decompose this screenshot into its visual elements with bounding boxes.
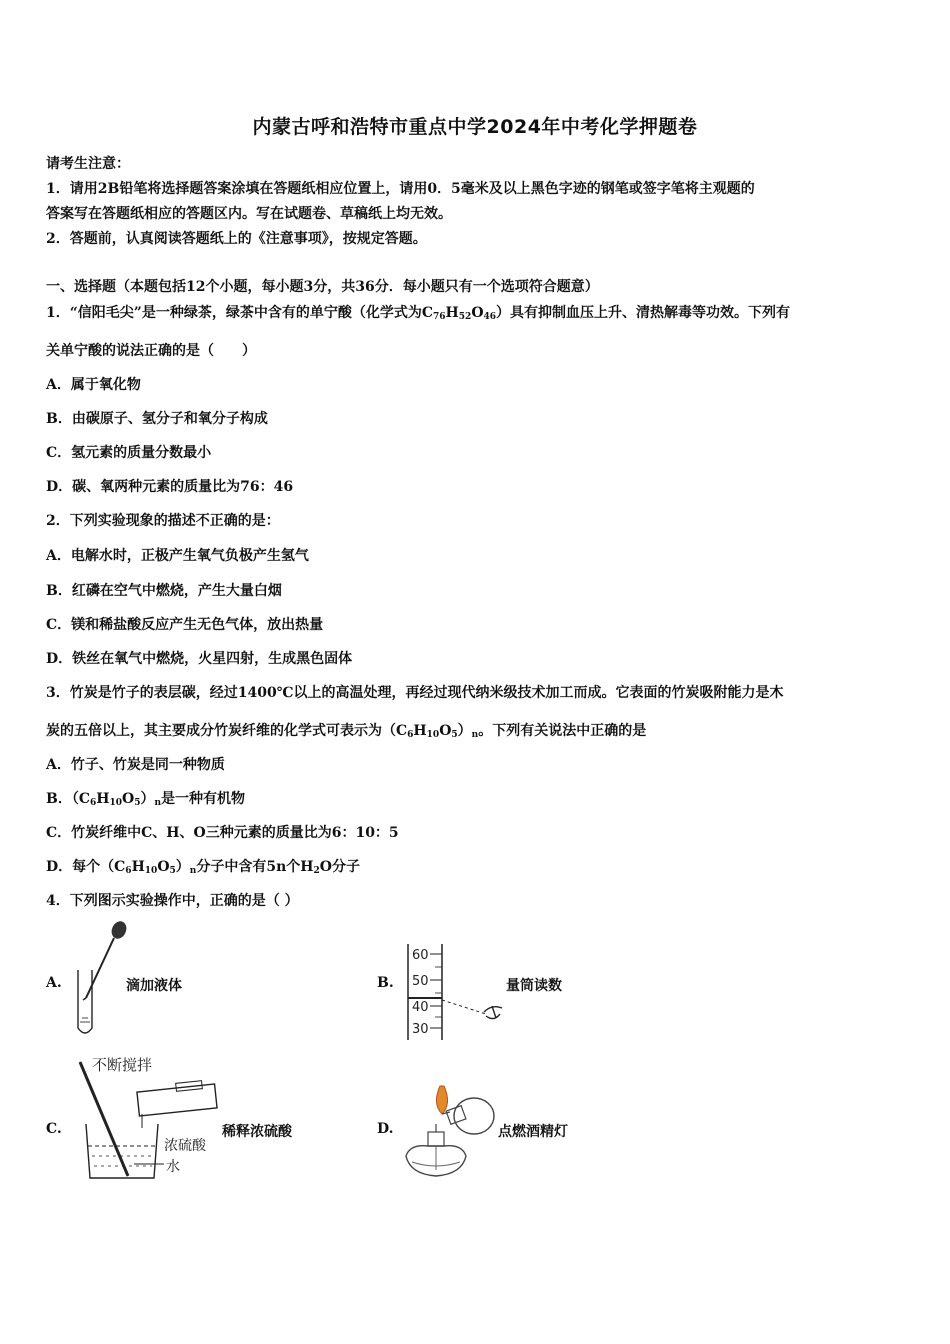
page-title: 内蒙古呼和浩特市重点中学2024年中考化学押题卷 — [252, 116, 698, 138]
q4-option-a-label: 滴加液体 — [126, 978, 182, 994]
dropper-bulb — [109, 920, 129, 941]
q4-option-d-label: 点燃酒精灯 — [498, 1124, 568, 1140]
q3d-sub-6: 6 — [125, 866, 132, 876]
q3d-a: D．每个（C — [46, 859, 126, 875]
section-heading: 一、选择题（本题包括12个小题，每小题3分，共36分．每小题只有一个选项符合题意） — [46, 279, 599, 295]
acid-bottle — [137, 1084, 217, 1116]
q4-option-b-label: 量筒读数 — [506, 978, 562, 994]
q4-option-c-label: 稀释浓硫酸 — [222, 1124, 292, 1140]
question-2-stem: 2．下列实验现象的描述不正确的是： — [46, 513, 280, 529]
q3-option-d — [46, 856, 360, 876]
tick-label-40: 40 — [412, 1000, 429, 1015]
q3b-sub-n: n — [154, 798, 162, 808]
q3-h: H — [413, 723, 427, 739]
q3d-sub-2: 2 — [313, 866, 320, 876]
eye-icon — [484, 1006, 502, 1019]
q3-sub-5: 5 — [451, 730, 458, 740]
q3-sub-10: 10 — [426, 730, 440, 740]
water-label: 水 — [166, 1159, 180, 1175]
q3b-sub-5: 5 — [134, 798, 141, 808]
q1-formula: $C_{76}H_{52}O_{46}$ — [421, 305, 497, 322]
flame-icon — [436, 1086, 447, 1114]
q3d-d: O分子 — [319, 859, 360, 875]
q3d-h: H — [131, 859, 145, 875]
test-tube — [78, 970, 92, 1033]
q3d-b: ） — [175, 859, 190, 875]
q3b-o: O — [122, 791, 135, 807]
q3-stem-a: 炭的五倍以上，其主要成分竹炭纤维的化学式可表示为（C — [46, 723, 408, 739]
q2-option-c: C．镁和稀盐酸反应产生无色气体，放出热量 — [46, 617, 324, 633]
dropper-glass — [86, 938, 114, 998]
q1-option-c: C．氢元素的质量分数最小 — [46, 445, 212, 461]
q3-stem-c: 。下列有关说法中正确的是 — [478, 723, 647, 739]
q2-option-b: B．红磷在空气中燃烧，产生大量白烟 — [46, 583, 282, 599]
dilute-figure — [72, 1052, 232, 1184]
q4-option-d-letter: D. — [377, 1121, 394, 1137]
notice-heading: 请考生注意： — [46, 156, 130, 172]
q3-sub-n: n — [471, 730, 479, 740]
question-3-stem-line2 — [46, 720, 646, 740]
q3-o: O — [439, 723, 452, 739]
question-4-stem: 4．下列图示实验操作中，正确的是（ ） — [46, 893, 299, 909]
lamp-neck — [428, 1132, 444, 1146]
q3d-sub-5: 5 — [169, 866, 176, 876]
q1-option-d: D．碳、氧两种元素的质量比为76：46 — [46, 479, 294, 495]
alcohol-lamp-figure — [402, 1074, 502, 1184]
sight-line — [442, 1000, 486, 1014]
stir-label: 不断搅拌 — [92, 1056, 153, 1074]
q3b-sub-6: 6 — [89, 798, 97, 808]
notice-line-1: 1．请用2B铅笔将选择题答案涂填在答题纸相应位置上，请用0．5毫米及以上黑色字迹的钢笔或签字笔将主观题的 — [46, 181, 755, 197]
q3-option-a: A．竹子、竹炭是同一种物质 — [46, 757, 225, 773]
beaker — [86, 1124, 158, 1178]
q1-stem-b: ）具有抑制血压上升、清热解毒等功效。下列有 — [496, 305, 791, 321]
q2-option-d: D．铁丝在氧气中燃烧，火星四射，生成黑色固体 — [46, 651, 353, 667]
q4-option-c-letter: C. — [46, 1121, 62, 1137]
question-1-stem — [46, 302, 790, 322]
q1-option-b: B．由碳原子、氢分子和氧分子构成 — [46, 411, 268, 427]
q3b-a: B．（C — [46, 791, 90, 807]
q3-option-b — [46, 788, 245, 808]
tick-label-30: 30 — [412, 1022, 429, 1037]
glass-rod — [80, 1062, 128, 1176]
lit-lamp-body — [454, 1098, 494, 1134]
q3d-c: 分子中含有5n个H — [196, 859, 314, 875]
question-1-stem-line2: 关单宁酸的说法正确的是（ ） — [46, 343, 256, 359]
q3-sub-6: 6 — [407, 730, 414, 740]
tick-label-50: 50 — [412, 974, 429, 989]
tick-label-60: 60 — [412, 948, 429, 963]
q3d-sub-10: 10 — [144, 866, 158, 876]
q1-stem-a: 1．“信阳毛尖”是一种绿茶，绿茶中含有的单宁酸（化学式为 — [46, 305, 422, 321]
q3-stem-b: ） — [457, 723, 472, 739]
q1-option-a: A．属于氧化物 — [46, 377, 141, 393]
notice-line-3: 2．答题前，认真阅读答题纸上的《注意事项》，按规定答题。 — [46, 231, 427, 247]
q3b-b: ） — [140, 791, 155, 807]
notice-line-2: 答案写在答题纸相应的答题区内。写在试题卷、草稿纸上均无效。 — [46, 206, 452, 222]
dropper-tip — [83, 998, 86, 1000]
q3d-sub-n: n — [189, 866, 197, 876]
q2-option-a: A．电解水时，正极产生氧气负极产生氢气 — [46, 548, 309, 564]
q3-option-c: C．竹炭纤维中C、H、O三种元素的质量比为6：10：5 — [46, 825, 399, 841]
q3b-h: H — [96, 791, 110, 807]
q3d-o: O — [157, 859, 170, 875]
question-3-stem-line1: 3．竹炭是竹子的表层碳，经过1400℃以上的高温处理，再经过现代纳米级技术加工而成。它表面的竹炭吸附能力是木 — [46, 685, 784, 701]
q4-option-b-letter: B. — [377, 975, 394, 991]
acid-label: 浓硫酸 — [164, 1138, 206, 1154]
q4-option-a-letter: A. — [46, 975, 62, 991]
q3b-c: 是一种有机物 — [161, 791, 246, 807]
q3b-sub-10: 10 — [109, 798, 123, 808]
cylinder-figure — [400, 942, 510, 1042]
